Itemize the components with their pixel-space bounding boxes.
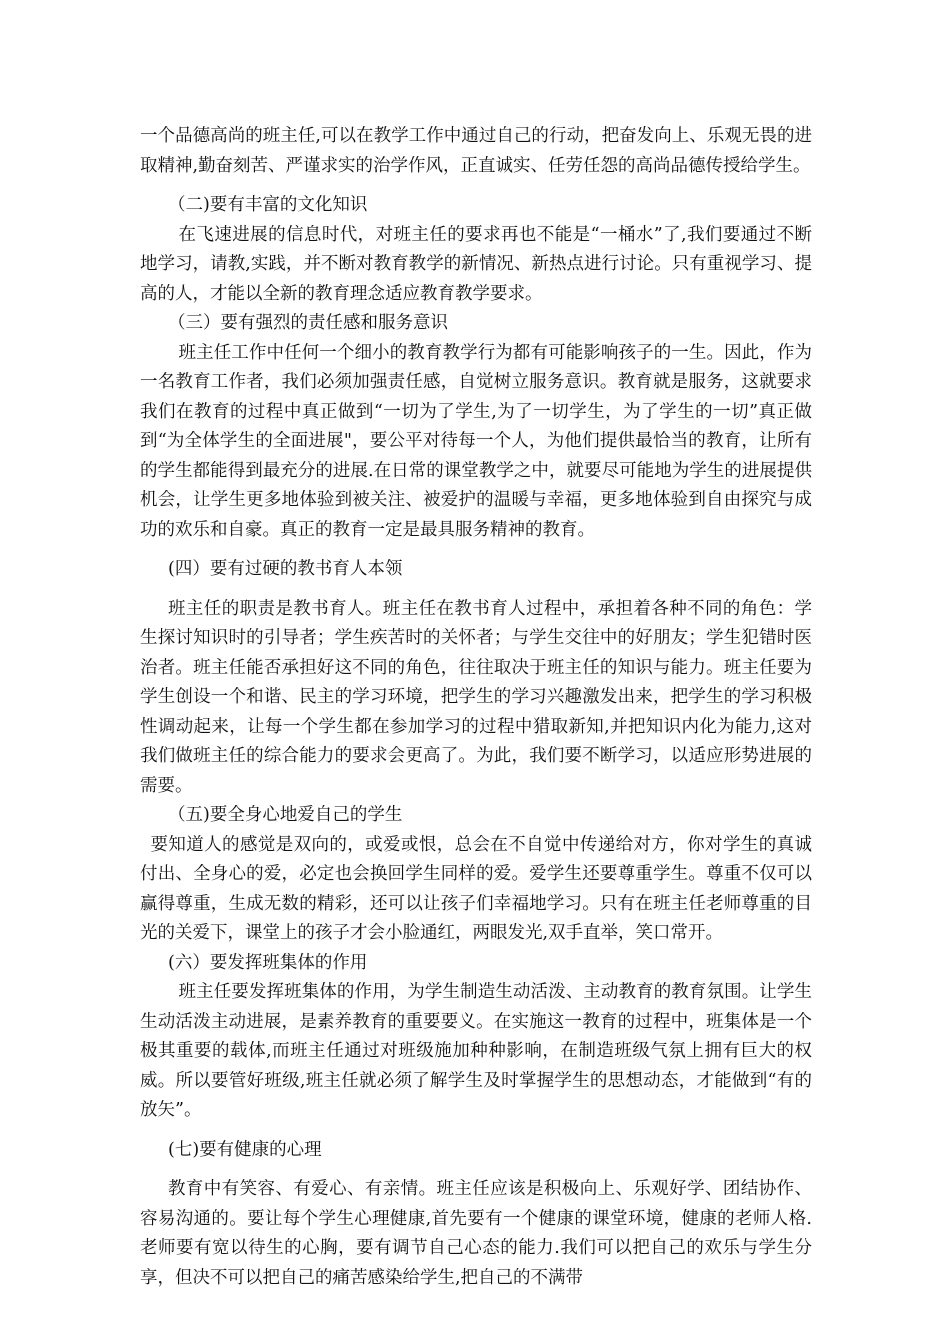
paragraph-6: 班主任要发挥班集体的作用，为学生制造生动活泼、主动教育的教育氛围。让学生生动活泼主动进展，是素养教育的重要要义。在实施这一教育的过程中，班集体是一个极其重要的载体,而班主任通过对班级施加种种影响，在制造班级气氛上拥有巨大的权威。所以要管好班级,班主任就必须了解学生及时掌握学生的思想动态，才能做到“有的放矢”。	[140, 982, 812, 1120]
section-heading-4: (四）要有过硬的教书育人本领	[168, 559, 403, 579]
section-heading-5: （五)要全身心地爱自己的学生	[168, 805, 403, 825]
paragraph-4: 班主任的职责是教书育人。班主任在教书育人过程中，承担着各种不同的角色：学生探讨知识时的引导者；学生疾苦时的关怀者；与学生交往中的好朋友；学生犯错时医治者。班主任能否承担好这不同的角色，往往取决于班主任的知识与能力。班主任要为学生创设一个和谐、民主的学习环境，把学生的学习兴趣激发出来，把学生的学习积极性调动起来，让每一个学生都在参加学习的过程中猎取新知,并把知识内化为能力,这对我们做班主任的综合能力的要求会更高了。为此，我们要不断学习，以适应形势进展的需要。	[140, 598, 812, 796]
paragraph-2: 在飞速进展的信息时代，对班主任的要求再也不能是“一桶水”了,我们要通过不断地学习，请教,实践，并不断对教育教学的新情况、新热点进行讨论。只有重视学习、提高的人，才能以全新的教育理念适应教育教学要求。	[140, 224, 812, 304]
section-heading-7: (七)要有健康的心理	[168, 1139, 322, 1160]
paragraph-5: 要知道人的感觉是双向的，或爱或恨，总会在不自觉中传递给对方，你对学生的真诚付出、全身心的爱，必定也会换回学生同样的爱。爱学生还要尊重学生。尊重不仅可以赢得尊重，生成无数的精彩，还可以让孩子们幸福地学习。只有在班主任老师尊重的目光的关爱下，课堂上的孩子才会小脸通红，两眼发光,双手直举，笑口常开。	[140, 834, 812, 943]
section-heading-2: （二)要有丰富的文化知识	[168, 195, 368, 215]
document-body	[140, 122, 812, 1293]
paragraph-7: 教育中有笑容、有爱心、有亲情。班主任应该是积极向上、乐观好学、团结协作、容易沟通的。要让每个学生心理健康,首先要有一个健康的课堂环境，健康的老师人格.老师要有宽以待生的心胸，要有调节自己心态的能力.我们可以把自己的欢乐与学生分享，但决不可以把自己的痛苦感染给学生,把自己的不满带	[140, 1179, 812, 1288]
section-heading-3: （三）要有强烈的责任感和服务意识	[168, 313, 448, 333]
paragraph-1: 一个品德高尚的班主任,可以在教学工作中通过自己的行动，把奋发向上、乐观无畏的进取精神,勤奋刻苦、严谨求实的治学作风，正直诚实、任劳任怨的高尚品德传授给学生。	[140, 126, 812, 176]
paragraph-3: 班主任工作中任何一个细小的教育教学行为都有可能影响孩子的一生。因此，作为一名教育工作者，我们必须加强责任感，自觉树立服务意识。教育就是服务，这就要求我们在教育的过程中真正做到“一切为了学生,为了一切学生，为了学生的一切”真正做到“为全体学生的全面进展"，要公平对待每一个人，为他们提供最恰当的教育，让所有的学生都能得到最充分的进展.在日常的课堂教学之中，就要尽可能地为学生的进展提供机会，让学生更多地体验到被关注、被爱护的温暖与幸福，更多地体验到自由探究与成功的欢乐和自豪。真正的教育一定是最具服务精神的教育。	[140, 342, 812, 540]
section-heading-6: (六）要发挥班集体的作用	[168, 952, 368, 973]
